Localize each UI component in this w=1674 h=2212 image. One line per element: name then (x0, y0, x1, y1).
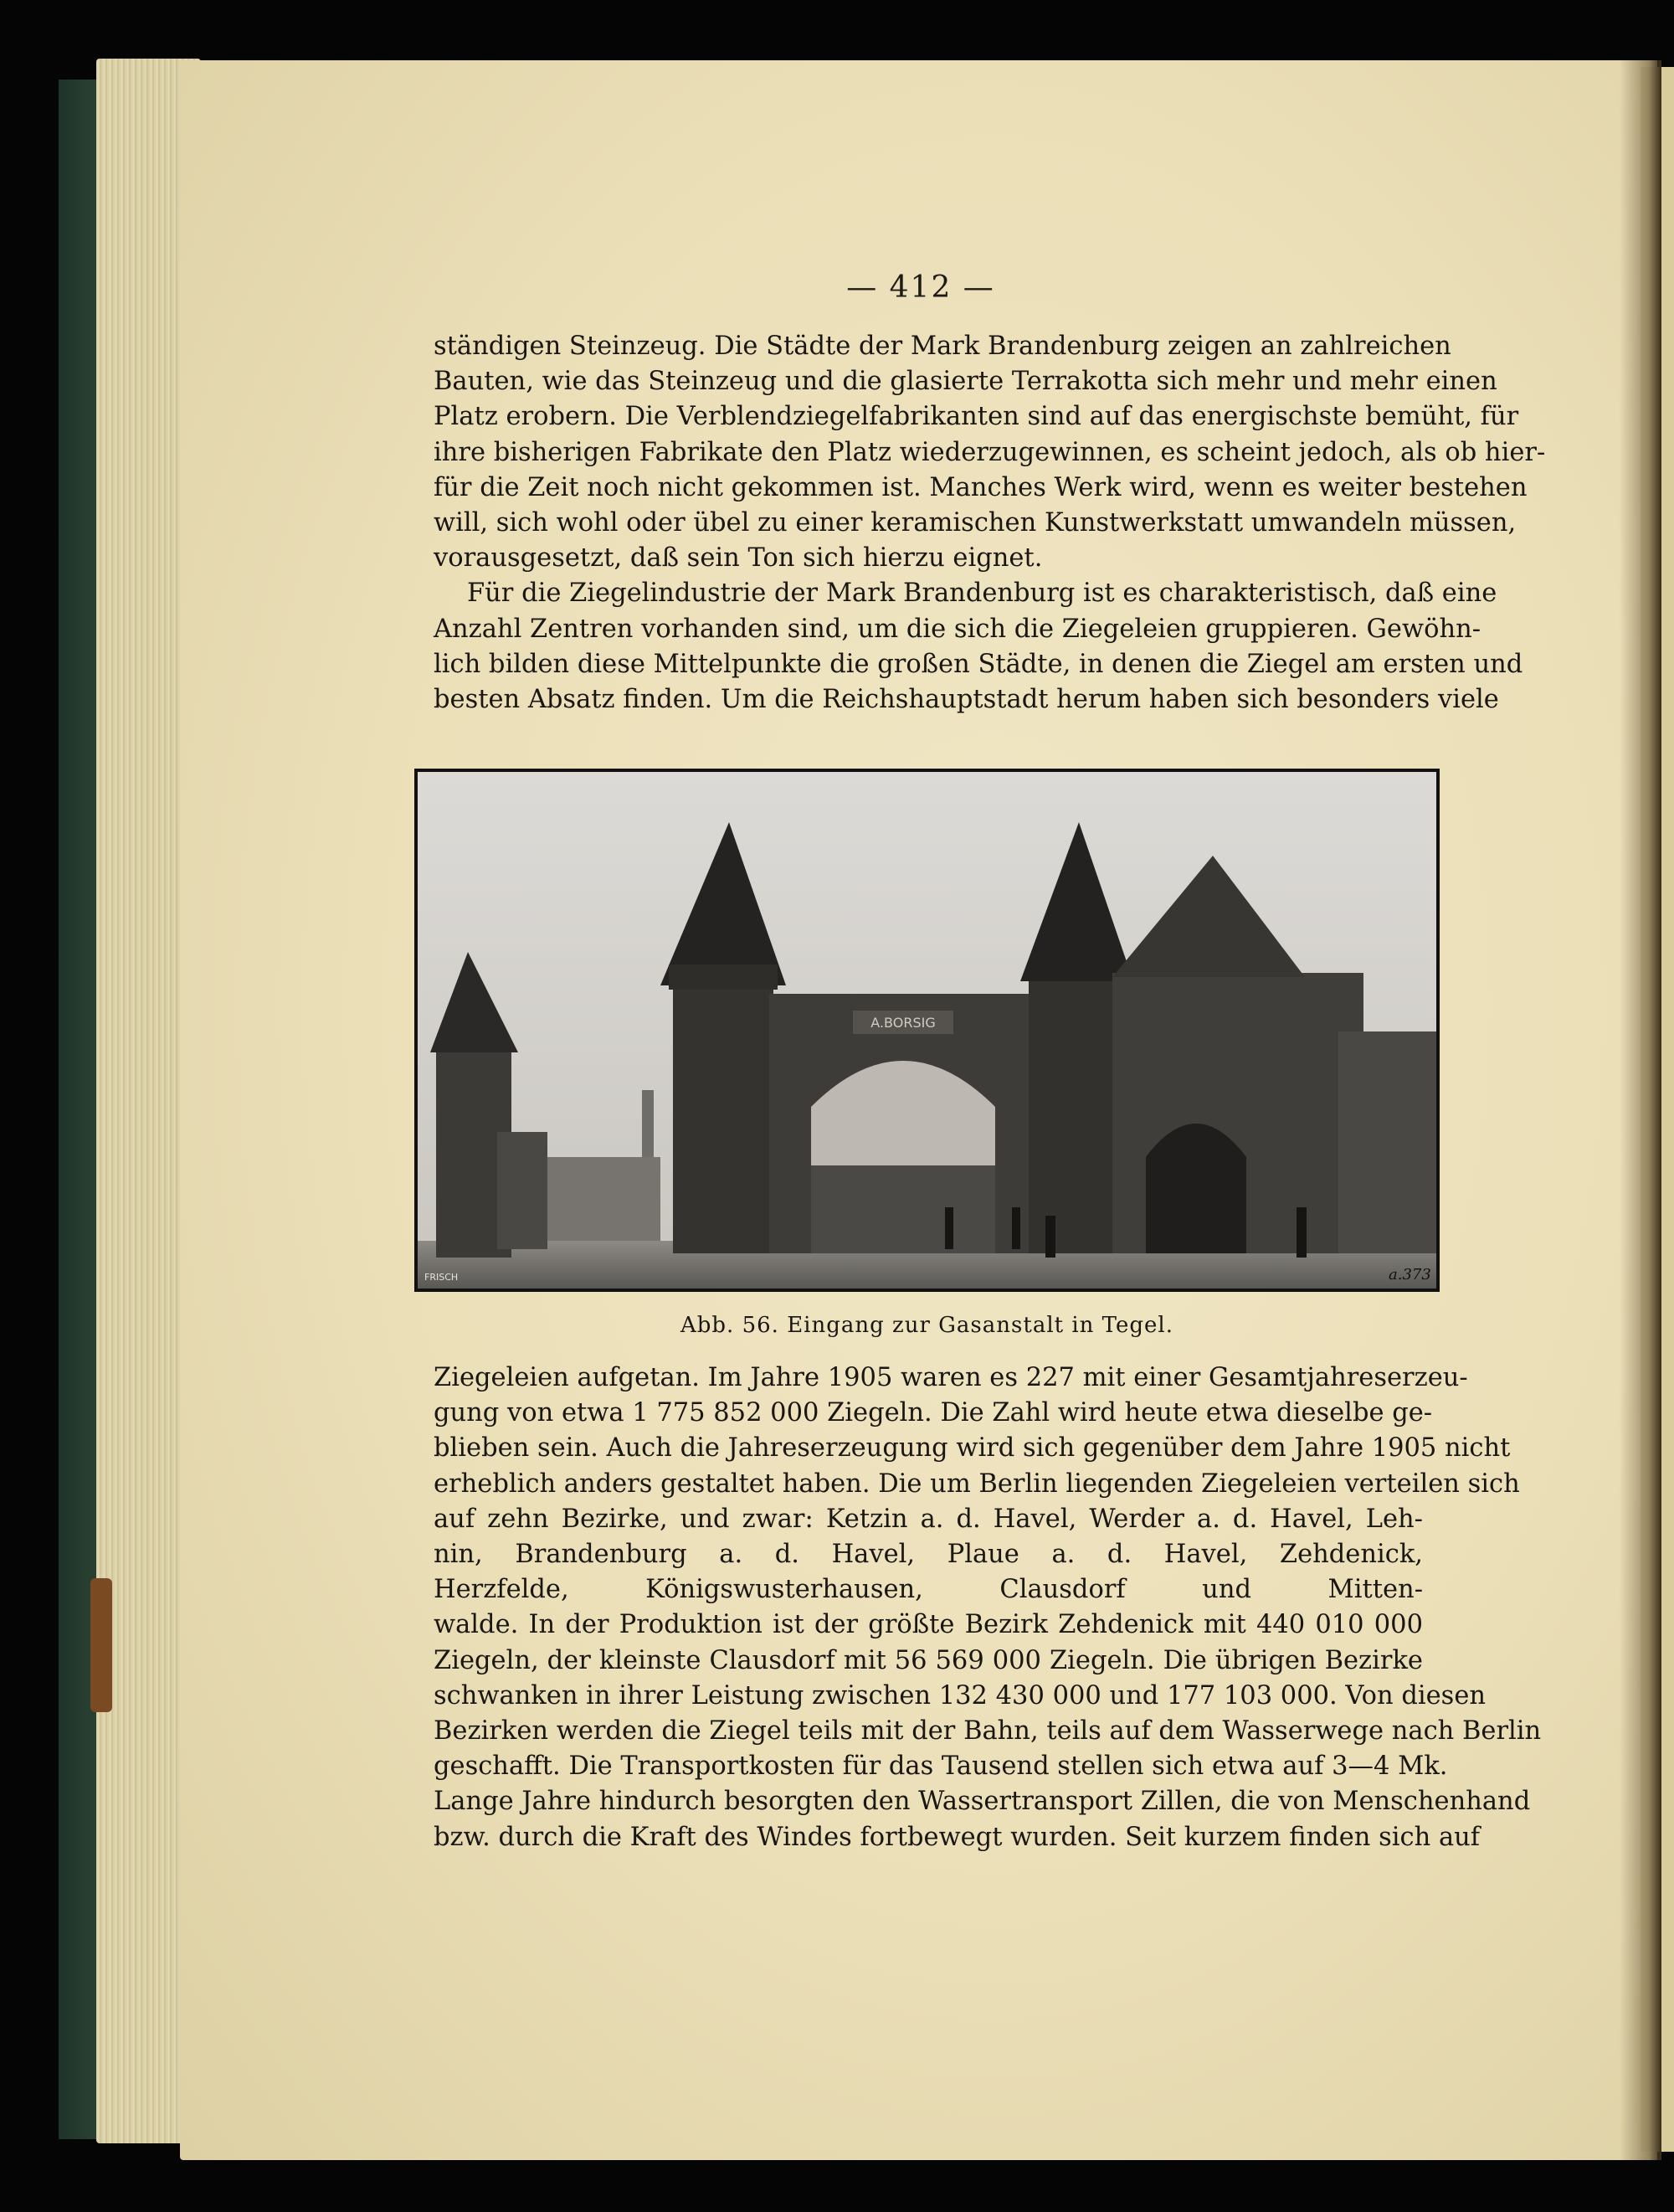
bookmark-ribbon (90, 1578, 112, 1712)
text-line: Ziegeleien aufgetan. Im Jahre 1905 waren es 227 mit einer Gesamtjahreserzeu- (434, 1363, 1468, 1392)
text-line: walde. In der Produktion ist der größte Bezirk Zehdenick mit 440 010 000 (434, 1610, 1423, 1640)
figure-caption: Abb. 56. Eingang zur Gasanstalt in Tegel. (680, 1313, 1173, 1338)
text-line: will, sich wohl oder übel zu einer keramischen Kunstwerkstatt umwandeln müssen, (434, 508, 1517, 538)
text-block-top (434, 329, 1546, 718)
text-line: für die Zeit noch nicht gekommen ist. Manches Werk wird, wenn es weiter bestehen (434, 472, 1528, 502)
text-block-bottom (434, 1361, 1542, 1855)
text-line: bzw. durch die Kraft des Windes fortbewegt wurden. Seit kurzem finden sich auf (434, 1822, 1481, 1852)
text-line: nin, Brandenburg a. d. Havel, Plaue a. d. Havel, Zehdenick, (434, 1540, 1423, 1570)
gate-sign: A.BORSIG (870, 1015, 936, 1031)
text-line: geschafft. Die Transportkosten für das Tausend stellen sich etwa auf 3—4 Mk. (434, 1752, 1448, 1782)
book-gutter (1620, 60, 1661, 2160)
plate-mark: a.373 (1389, 1266, 1431, 1283)
text-line: Ziegeln, der kleinste Clausdorf mit 56 569 000 Ziegeln. Die übrigen Bezirke (434, 1645, 1423, 1675)
text-line: ständigen Steinzeug. Die Städte der Mark Brandenburg zeigen an zahlreichen (434, 332, 1451, 361)
text-line: vorausgesetzt, daß sein Ton sich hierzu eignet. (434, 543, 1043, 574)
text-line: ihre bisherigen Fabrikate den Platz wiederzugewinnen, es scheint jedoch, als ob hier- (434, 437, 1546, 467)
text-line: Bauten, wie das Steinzeug und die glasierte Terrakotta sich mehr und mehr einen (434, 367, 1497, 397)
text-line: lich bilden diese Mittelpunkte die großen Städte, in denen die Ziegel am ersten und (434, 649, 1523, 679)
text-line: Lange Jahre hindurch besorgten den Wassertransport Zillen, die von Menschenhand (434, 1787, 1531, 1817)
text-line: erheblich anders gestaltet haben. Die um Berlin liegenden Ziegeleien verteilen sich (434, 1469, 1520, 1499)
text-line: Platz erobern. Die Verblendziegelfabrikanten sind auf das energischste bemüht, für (434, 402, 1519, 432)
text-line: besten Absatz finden. Um die Reichshauptstadt herum haben sich besonders viele (434, 685, 1499, 715)
text-line: Herzfelde, Königswusterhausen, Clausdorf und Mitten- (434, 1575, 1423, 1605)
photo-illustration (418, 772, 1436, 1289)
text-line: gung von etwa 1 775 852 000 Ziegeln. Die Zahl wird heute etwa dieselbe ge- (434, 1398, 1433, 1428)
text-line: Bezirken werden die Ziegel teils mit der Bahn, teils auf dem Wasserwege nach Berlin (434, 1716, 1542, 1746)
text-line: Anzahl Zentren vorhanden sind, um die sich die Ziegeleien gruppieren. Gewöhn- (434, 614, 1481, 644)
text-line: blieben sein. Auch die Jahreserzeugung wird sich gegenüber dem Jahre 1905 nicht (434, 1433, 1511, 1464)
text-line: schwanken in ihrer Leistung zwischen 132 430 000 und 177 103 000. Von diesen (434, 1680, 1487, 1710)
text-line: auf zehn Bezirke, und zwar: Ketzin a. d. Havel, Werder a. d. Havel, Leh- (434, 1504, 1423, 1534)
page-number: — 412 — (846, 270, 995, 305)
photo-gasanstalt-entrance (414, 769, 1440, 1292)
text-line: Für die Ziegelindustrie der Mark Brandenburg ist es charakteristisch, daß eine (467, 579, 1497, 609)
photographer-mark: FRISCH (424, 1272, 459, 1283)
